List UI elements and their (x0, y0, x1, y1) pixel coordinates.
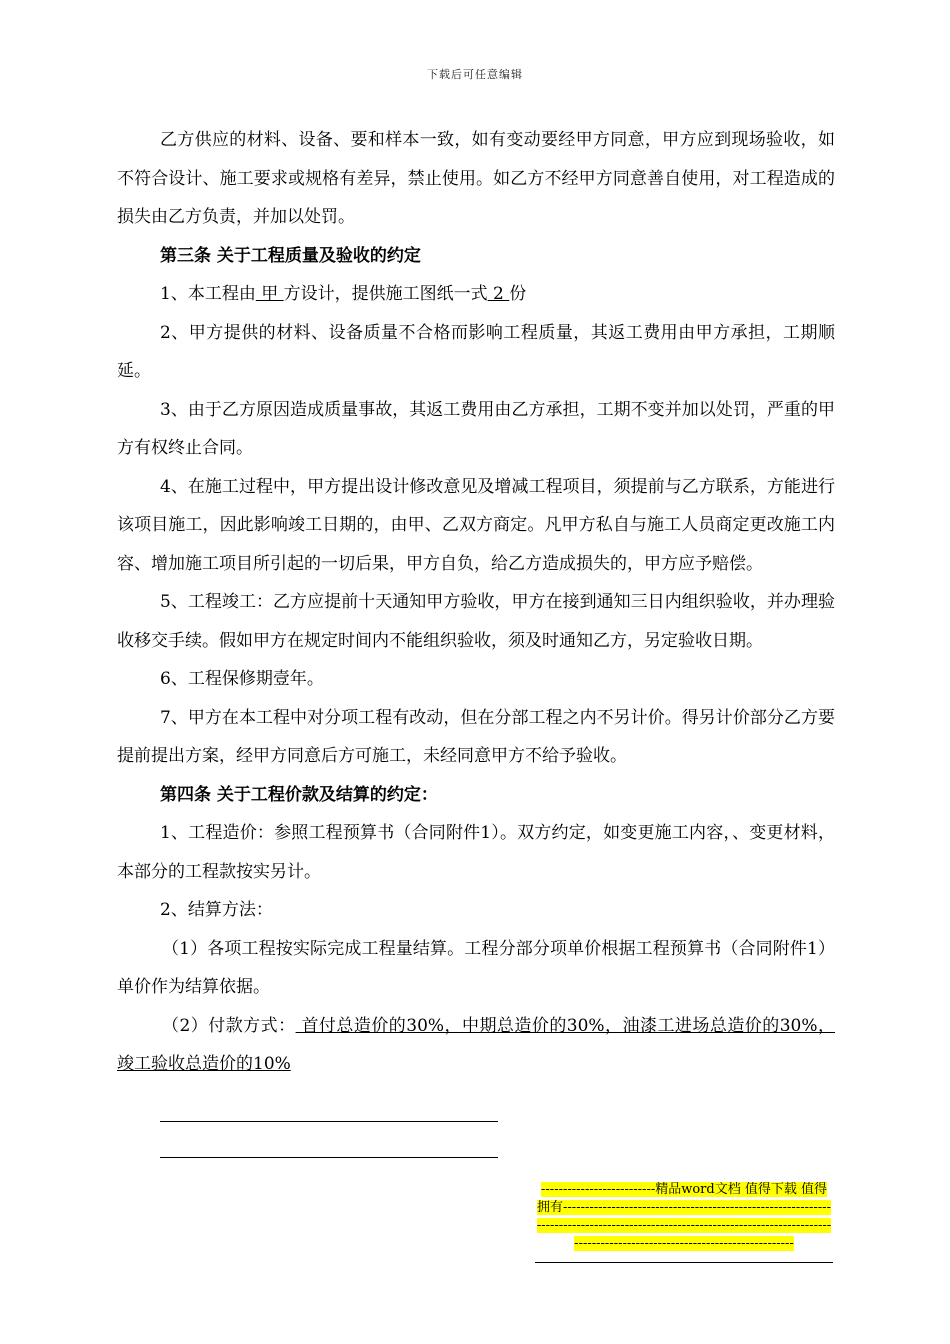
section-3-title: 第三条 关于工程质量及验收的约定 (160, 245, 421, 266)
clause-4-2-2 (117, 1007, 835, 1084)
clause-4-2-1: （1）各项工程按实际完成工程量结算。工程分部分项单价根据工程预算书（合同附件1）单价作为结算依据。 (117, 938, 835, 997)
document-body (117, 121, 835, 1084)
clause-3-1-designer: 甲 (255, 284, 284, 304)
clause-3-1-text-b: 方设计，提供施工图纸一式 (283, 284, 488, 304)
payment-label: （2）付款方式： (162, 1015, 296, 1036)
clause-3-3: 3、由于乙方原因造成质量事故，其返工费用由乙方承担，工期不变并加以处罚，严重的甲方有权终止合同。 (117, 399, 835, 458)
clause-3-1-text-a: 1、本工程由 (160, 284, 256, 304)
clause-3-5: 5、工程竣工：乙方应提前十天通知甲方验收，甲方在接到通知三日内组织验收，并办理验收移交手续。假如甲方在规定时间内不能组织验收，须及时通知乙方，另定验收日期。 (117, 592, 835, 651)
clause-3-1 (117, 275, 835, 314)
footer-watermark (535, 1181, 833, 1253)
footer-rule (535, 1262, 833, 1263)
clause-3-1-copies: 2 (487, 284, 510, 304)
clause-3-7: 7、甲方在本工程中对分项工程有改动，但在分部工程之内不另计价。得另计价部分乙方要提前提出方案，经甲方同意后方可施工，未经同意甲方不给予验收。 (117, 707, 835, 766)
clause-3-2: 2、甲方提供的材料、设备质量不合格而影响工程质量，其返工费用由甲方承担，工期顺延。 (117, 322, 835, 381)
clause-3-1-text-c: 份 (509, 284, 527, 304)
page-header: 下载后可任意编辑 (427, 68, 523, 81)
paragraph-materials: 乙方供应的材料、设备、要和样本一致，如有变动要经甲方同意，甲方应到现场验收，如不符合设计、施工要求或规格有差异，禁止使用。如乙方不经甲方同意善自使用，对工程造成的损失由乙方负责，并加以处罚。 (117, 130, 835, 227)
clause-3-4: 4、在施工过程中，甲方提出设计修改意见及增减工程项目，须提前与乙方联系，方能进行该项目施工，因此影响竣工日期的，由甲、乙双方商定。凡甲方私自与施工人员商定更改施工内容、增加施工项目所引起的一切后果，甲方自负，给乙方造成损失的，甲方应予赔偿。 (117, 476, 835, 574)
clause-4-1: 1、工程造价：参照工程预算书（合同附件1）。双方约定，如变更施工内容，、变更材料，本部分的工程款按实另计。 (117, 823, 835, 882)
section-4-title: 第四条 关于工程价款及结算的约定： (160, 784, 438, 805)
clause-3-6: 6、工程保修期壹年。 (160, 669, 324, 689)
blank-fill-line (160, 1121, 498, 1122)
blank-fill-line (160, 1157, 498, 1158)
payment-terms: 首付总造价的30%，中期总造价的30%，油漆工进场总造价的30%，竣工验收总造价的10% (117, 1015, 835, 1074)
footer-watermark-text: --------------------------精品word文档 值得下载 值得拥有---------------------------------------------------------------------------------------------------------------------------------------------------------------------------------- (536, 1182, 832, 1251)
clause-4-2: 2、结算方法： (160, 900, 273, 920)
